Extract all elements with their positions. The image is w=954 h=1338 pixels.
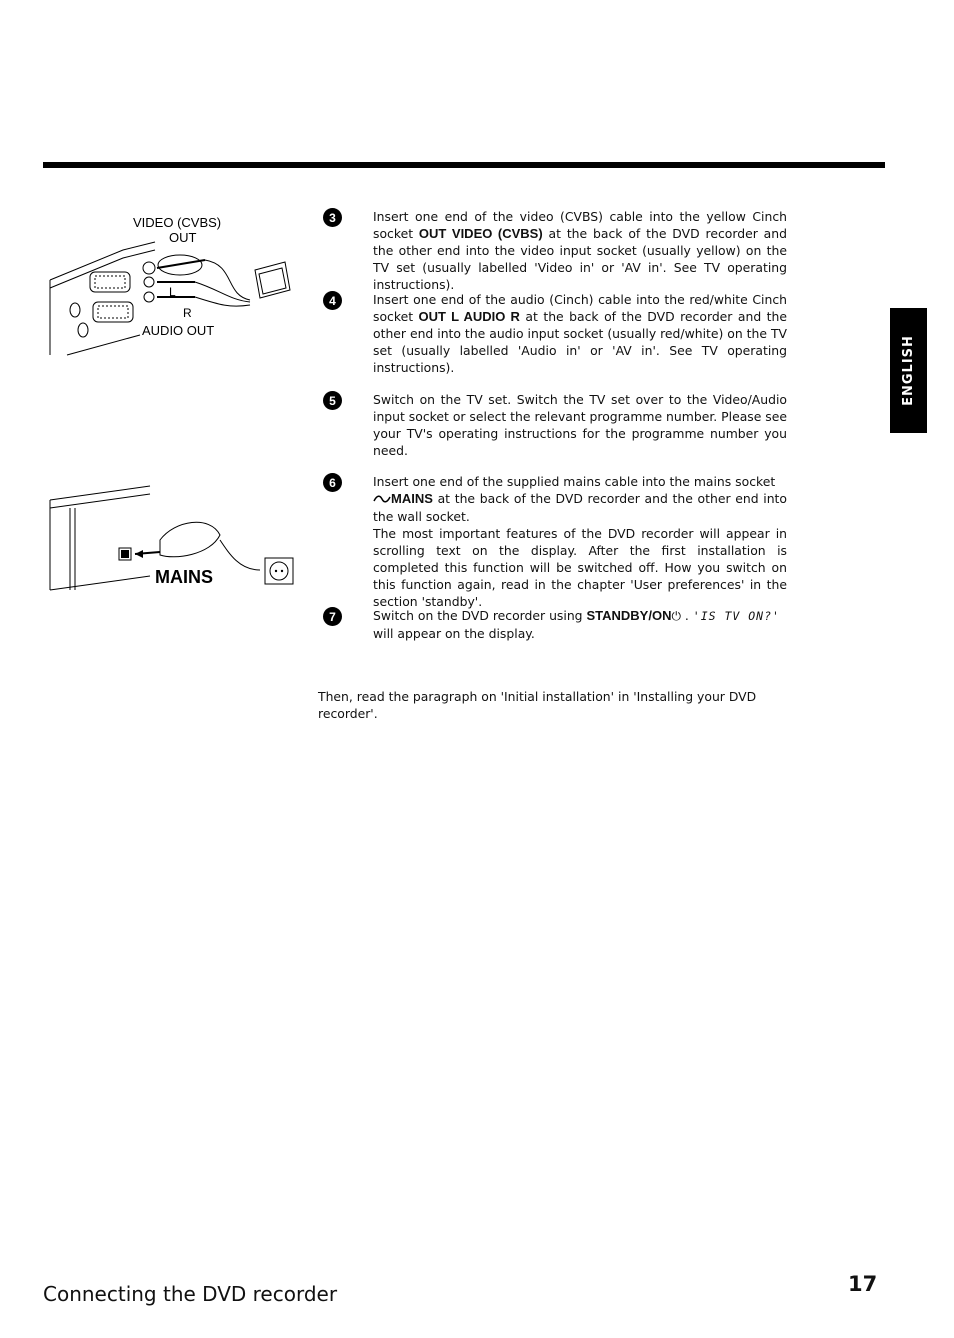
language-tab	[890, 308, 927, 433]
step-text-part: at the back of the DVD recorder and the other end into the wall socket.	[373, 491, 787, 524]
button-name: STANDBY/ON	[586, 608, 672, 623]
step-number: 6	[323, 473, 342, 492]
r-label: R	[183, 306, 192, 320]
step-3	[323, 208, 787, 293]
step-6	[323, 473, 787, 610]
l-label: L	[169, 285, 176, 299]
step-text-part: at the back of the DVD recorder and the other end into the video input socket (usually yellow) on the TV set (usually labelled 'Video in' or 'AV in'. See TV operating instructions).	[373, 226, 787, 292]
step-text-part: will appear on the display.	[373, 626, 535, 641]
step-number: 4	[323, 291, 342, 310]
step-text-part: Insert one end of the audio (Cinch) cable into the red/white Cinch socket	[373, 292, 787, 324]
video-audio-connection-illustration	[45, 210, 300, 370]
step-text-part: Insert one end of the supplied mains cable into the mains socket	[373, 474, 776, 489]
step-text	[373, 473, 787, 610]
audio-out-label: AUDIO OUT	[142, 323, 215, 338]
step-text-part: .	[680, 608, 693, 623]
step-7	[323, 607, 787, 642]
step-text-part: Switch on the DVD recorder using	[373, 608, 587, 623]
step-5	[323, 391, 787, 459]
step-text-part: The most important features of the DVD recorder will appear in scrolling text on the display. After the first installation is completed this function will be switched off. How you switch on this function again, read in the chapter 'User preferences' in the section 'standby'.	[373, 526, 787, 609]
step-number: 3	[323, 208, 342, 227]
step-number: 7	[323, 607, 342, 626]
language-tab-label: ENGLISH	[901, 335, 917, 406]
ac-wave-icon	[373, 491, 391, 508]
top-rule	[43, 162, 885, 168]
footer-title: Connecting the DVD recorder	[43, 1282, 338, 1306]
step-text-part: Insert one end of the video (CVBS) cable into the yellow Cinch socket	[373, 209, 787, 241]
display-text: 'IS TV ON?'	[692, 609, 780, 623]
mains-connection-illustration	[45, 480, 300, 595]
step-text-part: at the back of the DVD recorder and the other end into the audio input socket (usually red/white) on the TV set (usually labelled 'Audio in' or 'AV in'. See TV operating instructions).	[373, 309, 787, 375]
step-text	[373, 291, 787, 376]
power-icon: ⏻	[671, 609, 681, 623]
step-number: 5	[323, 391, 342, 410]
socket-name: OUT VIDEO (CVBS)	[418, 226, 543, 241]
step-text	[373, 208, 787, 293]
step-text	[373, 607, 787, 642]
step-text: Switch on the TV set. Switch the TV set over to the Video/Audio input socket or select the relevant programme number. Please see your TV's operating instructions for the programme number you need.	[373, 392, 788, 458]
mains-label: MAINS	[155, 567, 213, 587]
socket-name: OUT L AUDIO R	[418, 309, 520, 324]
step-4	[323, 291, 787, 376]
closing-note: Then, read the paragraph on 'Initial installation' in 'Installing your DVD recorder'.	[318, 689, 757, 721]
page-number: 17	[848, 1272, 878, 1296]
out-label: OUT	[169, 230, 197, 245]
video-cvbs-label: VIDEO (CVBS)	[133, 215, 222, 230]
socket-name: MAINS	[391, 491, 433, 506]
